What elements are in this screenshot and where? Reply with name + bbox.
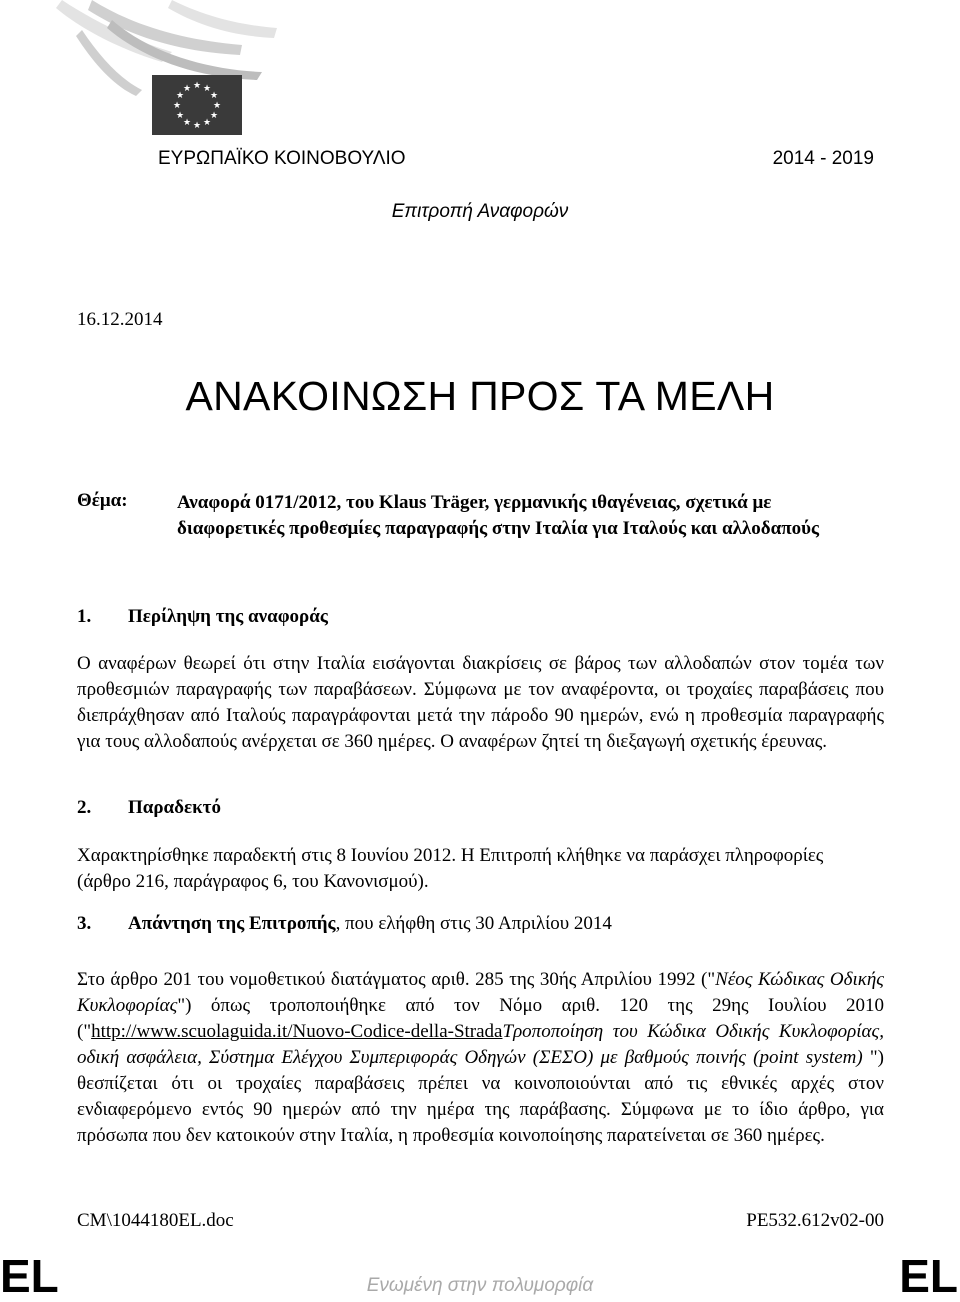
institution-name: ΕΥΡΩΠΑΪΚΟ ΚΟΙΝΟΒΟΥΛΙΟ [158, 148, 406, 169]
section-1-title: Περίληψη της αναφοράς [128, 606, 328, 627]
svg-text:★: ★ [192, 121, 202, 131]
language-code-left: EL [0, 1250, 59, 1302]
section-3-text-part-1: Στο άρθρο 201 του νομοθετικού διατάγματος αριθ. 285 της 30ής Απριλίου 1992 (" [77, 969, 716, 990]
svg-text:★: ★ [172, 101, 182, 111]
section-3-text-part-2: ") όπως τροποποιήθηκε από τον Νόμο αριθ. 120 της 29ης Ιουλίου 2010 (" [77, 995, 884, 1042]
section-1-heading [77, 606, 328, 628]
svg-text:★: ★ [192, 81, 202, 91]
section-1-body: Ο αναφέρων θεωρεί ότι στην Ιταλία εισάγονται διακρίσεις σε βάρος των αλλοδαπών στον τομέα των προθεσμιών παραγραφής των παραβάσεων. Σύμφωνα με τον αναφέροντα, οι τροχαίες παραβάσεις που διεπράχθησαν από Ιταλούς παραγράφονται μετά την πάροδο 90 ημερών, ενώ η προθεσμία παραγραφής για τους αλλοδαπούς ανέρχεται σε 360 ημέρες. Ο αναφέρων ζητεί τη διεξαγωγή σχετικής έρευνας. [77, 653, 884, 752]
svg-text:★: ★ [175, 111, 185, 121]
section-3-text-part-3: ") θεσπίζεται ότι οι τροχαίες παραβάσεις πρέπει να κοινοποιούνται από τις εθνικές αρχές στον ενδιαφερόμενο εντός 90 ημερών από την ημέρα της παράβασης. Σύμφωνα με το ίδιο άρθρο, για πρόσωπα που δεν κατοικούν στην Ιταλία, η προθεσμία κοινοποίησης παρατείνεται σε 360 ημέρες. [77, 1047, 884, 1146]
section-3-amendment-title: Τροποποίηση του Κώδικα Οδικής Κυκλοφορίας, οδική ασφάλεια, Σύστημα Ελέγχου Συμπεριφοράς Οδηγών (ΣΕΣΟ) με βαθμούς ποινής (point system) [77, 1021, 884, 1068]
section-3-received-date: , που ελήφθη στις 30 Απριλίου 2014 [335, 913, 612, 934]
section-2-heading [77, 797, 221, 819]
section-2-body: Χαρακτηρίσθηκε παραδεκτή στις 8 Ιουνίου 2012. Η Επιτροπή κλήθηκε να παράσχει πληροφορίες (άρθρο 216, παράγραφος 6, του Κανονισμού). [77, 845, 824, 892]
section-3-body [77, 967, 884, 1149]
committee-name: Επιτροπή Αναφορών [391, 201, 569, 222]
svg-text:★: ★ [212, 101, 222, 111]
subject-label: Θέμα: [77, 490, 128, 511]
section-3-heading [77, 913, 612, 935]
svg-text:★: ★ [182, 118, 192, 128]
section-2-title: Παραδεκτό [128, 797, 221, 818]
eu-motto: Ενωμένη στην πολυμορφία [366, 1275, 594, 1296]
svg-text:★: ★ [202, 84, 212, 94]
language-code-right: EL [899, 1250, 958, 1302]
svg-text:★: ★ [175, 91, 185, 101]
scuolaguida-link[interactable]: http://www.scuolaguida.it/Nuovo-Codice-della-Strada [91, 1021, 503, 1042]
pe-reference: PE532.612v02-00 [746, 1210, 884, 1231]
document-reference: CM\1044180EL.doc [77, 1210, 234, 1231]
european-parliament-logo [52, 0, 302, 140]
section-3-law-title: Νέος Κώδικας Οδικής Κυκλοφορίας [77, 969, 884, 1016]
svg-text:★: ★ [202, 118, 212, 128]
svg-text:★: ★ [209, 111, 219, 121]
section-3-title: Απάντηση της Επιτροπής [128, 913, 336, 934]
section-2-number: 2. [77, 797, 92, 818]
section-3-number: 3. [77, 913, 92, 934]
svg-text:★: ★ [182, 84, 192, 94]
parliamentary-term: 2014 - 2019 [772, 148, 874, 169]
svg-text:★: ★ [209, 91, 219, 101]
document-date: 16.12.2014 [77, 309, 163, 330]
page-title: ΑΝΑΚΟΙΝΩΣΗ ΠΡΟΣ ΤΑ ΜΕΛΗ [185, 373, 775, 419]
subject-text: Αναφορά 0171/2012, του Klaus Träger, γερμανικής ιθαγένειας, σχετικά με διαφορετικές προθεσμίες παραγραφής στην Ιταλία για Ιταλούς και αλλοδαπούς [177, 492, 820, 539]
section-1-number: 1. [77, 606, 92, 627]
